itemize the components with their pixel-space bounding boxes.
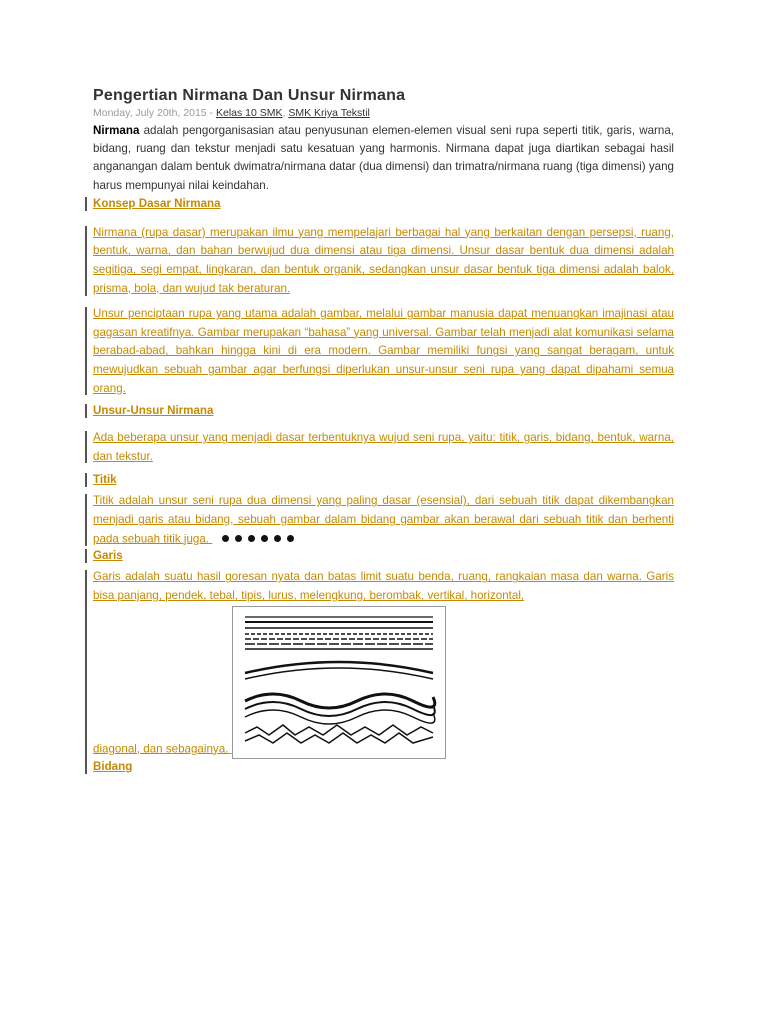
paragraph-titik[interactable]: [93, 492, 674, 548]
intro-text: adalah pengorganisasian atau penyusunan elemen-elemen visual seni rupa seperti titik, garis, warna, bidang, ruang dan tekstur menjadi satu kesatuan yang harmonis. Nirmana dapat juga diartikan sebagai hasil anganangan dalam bentuk dwimatra/nirmana datar (dua dimensi) dan trimatra/nirmana ruang (tiga dimensi) yang harus mempunyai nilai keindahan.: [93, 124, 674, 192]
dot-mark: [222, 535, 229, 542]
post-meta: [93, 106, 674, 120]
dot-mark: [287, 535, 294, 542]
date-separator: -: [206, 107, 216, 119]
heading-garis-text: Garis: [93, 549, 123, 563]
heading-unsur-text: Unsur-Unsur Nirmana: [93, 404, 214, 418]
category-link-kelas[interactable]: Kelas 10 SMK: [215, 107, 283, 119]
heading-unsur[interactable]: [93, 403, 674, 419]
intro-paragraph: [93, 122, 674, 195]
post-date: Monday, July 20th, 2015: [93, 107, 207, 119]
paragraph-unsur[interactable]: [93, 429, 674, 466]
paragraph-konsep-2[interactable]: [93, 305, 674, 398]
paragraph-garis-text: Garis adalah suatu hasil goresan nyata dan batas limit suatu benda, ruang, rangkaian masa dan warna. Garis bisa panjang, pendek, tebal, tipis, lurus, melengkung, berombak, vertikal, horizontal,: [93, 570, 674, 603]
quote-bar: [85, 473, 87, 487]
heading-konsep-text: Konsep Dasar Nirmana: [93, 196, 221, 210]
quote-bar: [85, 197, 87, 211]
category-separator: ,: [282, 107, 289, 119]
quote-bar: [85, 404, 87, 418]
paragraph-konsep-2-text: Unsur penciptaan rupa yang utama adalah gambar, melalui gambar manusia dapat menuangkan imajinasi atau gagasan kreatifnya. Gambar merupakan “bahasa” yang universal. Gambar telah menjadi alat komunikasi selama berabad-abad, bahkan hingga kini di era modern. Gambar memiliki fungsi yang sangat beragam, untuk mewujudkan sebuah gambar agar berfungsi diperlukan unsur-unsur seni rupa yang dapat dipahami semua orang.: [93, 307, 674, 395]
heading-konsep[interactable]: [93, 196, 674, 212]
paragraph-konsep-1[interactable]: [93, 224, 674, 298]
paragraph-konsep-1-text: Nirmana (rupa dasar) merupakan ilmu yang mempelajari berbagai hal yang berkaitan dengan persepsi, ruang, bentuk, warna, dan bahan berwujud dua dimensi atau tiga dimensi. Unsur dasar bentuk dua dimensi adalah segitiga, segi empat, lingkaran, dan bentuk organik, sedangkan unsur dasar bentuk tiga dimensi adalah balok, prisma, bola, dan wujud tak beraturan.: [93, 225, 674, 295]
article: [93, 86, 674, 775]
dot-mark: [274, 535, 281, 542]
page-title: Pengertian Nirmana Dan Unsur Nirmana: [93, 87, 406, 104]
paragraph-garis[interactable]: [93, 568, 674, 758]
heading-bidang-text: Bidang: [93, 759, 133, 773]
line-types-svg: [233, 607, 445, 758]
quote-bar: [85, 307, 87, 395]
paragraph-titik-text: Titik adalah unsur seni rupa dua dimensi yang paling dasar (esensial), dari sebuah titik dapat dikembangkan menjadi garis atau bidang, sebuah gambar dalam bidang gambar akan berawal dari sebuah titik dan berhenti pada sebuah titik juga.: [93, 494, 674, 545]
paragraph-unsur-text: Ada beberapa unsur yang menjadi dasar terbentuknya wujud seni rupa, yaitu: titik, garis, bidang, bentuk, warna, dan tekstur.: [93, 431, 674, 463]
quote-bar: [85, 226, 87, 296]
dots-illustration: [222, 530, 300, 549]
dot-mark: [261, 535, 268, 542]
intro-term: Nirmana: [93, 124, 140, 137]
paragraph-garis-end: diagonal, dan sebagainya.: [93, 742, 229, 756]
category-link-kriya[interactable]: SMK Kriya Tekstil: [288, 107, 370, 119]
quote-bar: [85, 570, 87, 760]
line-types-illustration: [232, 606, 446, 759]
heading-garis[interactable]: [93, 548, 674, 564]
quote-bar: [85, 494, 87, 546]
heading-titik-text: Titik: [93, 473, 117, 487]
quote-bar: [85, 549, 87, 563]
quote-bar: [85, 760, 87, 774]
dot-mark: [235, 535, 242, 542]
heading-bidang[interactable]: [93, 759, 674, 775]
quote-bar: [85, 431, 87, 463]
heading-titik[interactable]: [93, 472, 674, 488]
dot-mark: [248, 535, 255, 542]
